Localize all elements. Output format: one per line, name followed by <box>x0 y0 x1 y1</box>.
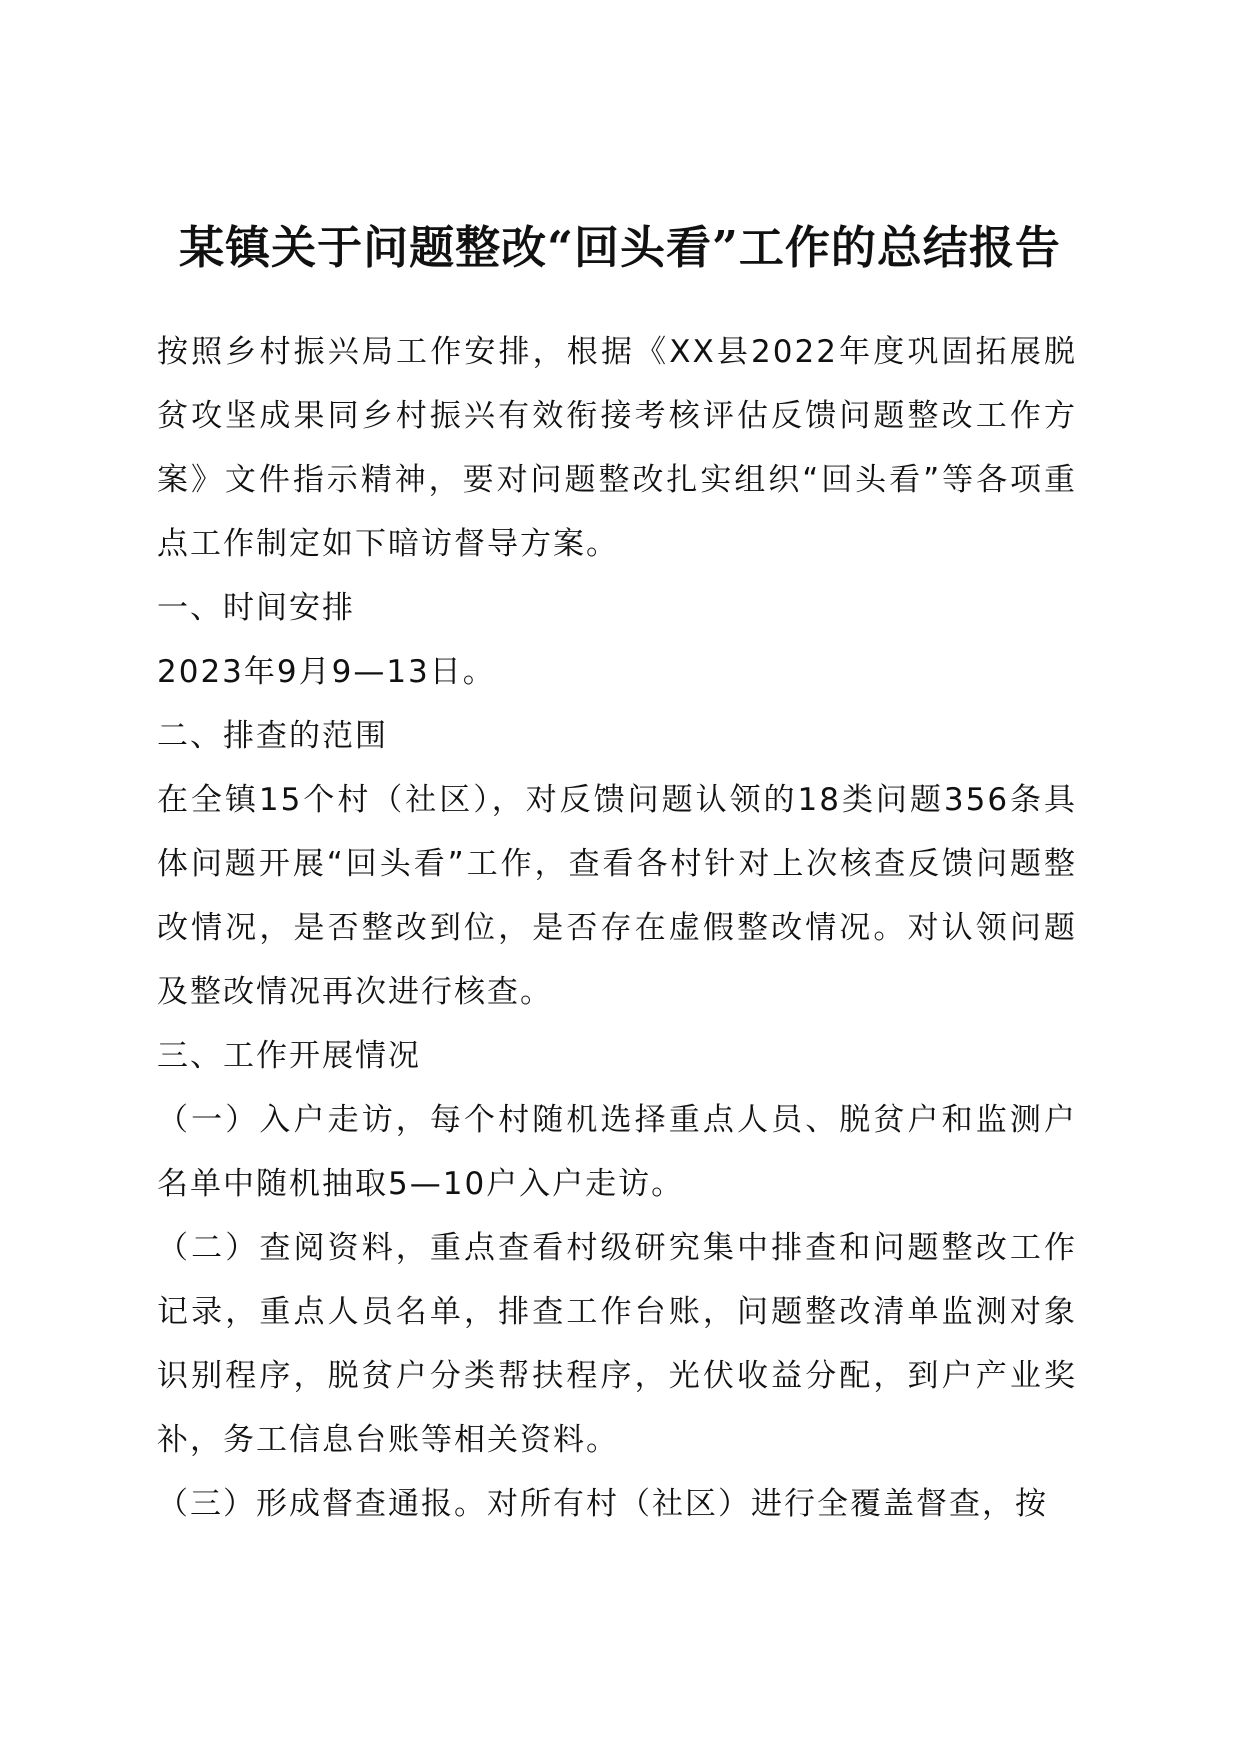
document-title: 某镇关于问题整改“回头看”工作的总结报告 <box>179 221 1061 274</box>
section-heading-work: 三、工作开展情况 <box>157 1038 421 1074</box>
document-body <box>157 320 1077 1536</box>
section-heading-schedule: 一、时间安排 <box>157 590 355 626</box>
section-heading-scope: 二、排查的范围 <box>157 718 388 754</box>
intro-paragraph: 按照乡村振兴局工作安排，根据《XX县2022年度巩固拓展脱贫攻坚成果同乡村振兴有效衔接考核评估反馈问题整改工作方案》文件指示精神，要对问题整改扎实组织“回头看”等各项重点工作制定如下暗访督导方案。 <box>157 334 1077 562</box>
schedule-paragraph: 2023年9月9—13日。 <box>157 654 496 690</box>
work-item-report: （三）形成督查通报。对所有村（社区）进行全覆盖督查，按 <box>157 1486 1048 1522</box>
work-item-records: （二）查阅资料，重点查看村级研究集中排查和问题整改工作记录，重点人员名单，排查工作台账，问题整改清单监测对象识别程序，脱贫户分类帮扶程序，光伏收益分配，到户产业奖补，务工信息台账等相关资料。 <box>157 1230 1077 1458</box>
work-item-visits: （一）入户走访，每个村随机选择重点人员、脱贫户和监测户名单中随机抽取5—10户入户走访。 <box>157 1102 1077 1202</box>
scope-paragraph: 在全镇15个村（社区），对反馈问题认领的18类问题356条具体问题开展“回头看”工作，查看各村针对上次核查反馈问题整改情况，是否整改到位，是否存在虚假整改情况。对认领问题及整改情况再次进行核查。 <box>157 782 1077 1010</box>
